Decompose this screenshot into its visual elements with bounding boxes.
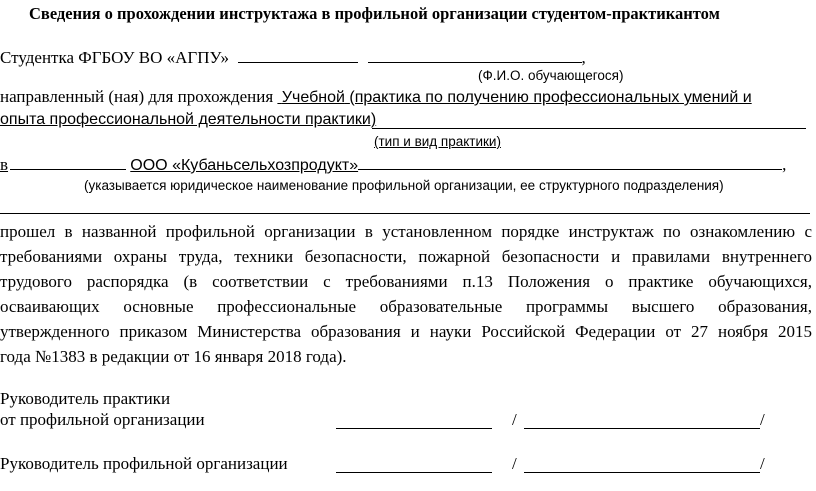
instruction-paragraph <box>0 219 812 369</box>
org-head-signature-line <box>336 472 492 473</box>
practice-type-value: Учебной <box>281 89 345 106</box>
org-caption: (указывается юридическое наименование профильной организации, ее структурного подразделения) <box>84 178 724 193</box>
practice-head-label-1: Руководитель практики <box>0 389 171 408</box>
practice-desc-1: (практика по получению профессиональных умений и <box>349 89 752 106</box>
direction-line <box>0 87 752 108</box>
org-blank <box>10 153 126 170</box>
paragraph-line: трудового распорядка (в соответствии с требованиями п.13 Положения о практике обучающихся, <box>0 272 812 291</box>
org-line <box>0 153 786 176</box>
student-label: Студентка ФГБОУ ВО «АГПУ» <box>0 48 229 67</box>
practice-caption: (тип и вид практики) <box>374 134 501 149</box>
student-blank-1 <box>238 46 358 63</box>
practice-desc-underline <box>372 128 806 129</box>
org-head-name-line <box>524 472 760 473</box>
paragraph-line: утвержденного приказом Министерства образования и науки Российской Федерации от 27 ноября 2015 <box>0 322 812 341</box>
org-head-slash-left: / <box>512 454 517 473</box>
fio-caption: (Ф.И.О. обучающегося) <box>478 68 624 83</box>
student-line <box>0 46 586 68</box>
org-trailing-underline <box>358 153 782 170</box>
practice-desc-2: опыта профессиональной деятельности практики) <box>0 111 377 128</box>
org-extra-line <box>0 213 810 214</box>
practice-head-signature-line <box>336 428 492 429</box>
document-title: Сведения о прохождении инструктажа в профильной организации студентом-практикантом <box>29 4 720 23</box>
student-name-blank <box>368 46 582 63</box>
practice-head-name-line <box>524 428 760 429</box>
org-name: ООО «Кубаньсельхозпродукт» <box>130 157 359 174</box>
student-end-punct: , <box>581 48 586 67</box>
org-end-punct: , <box>782 155 787 174</box>
org-head-label: Руководитель профильной организации <box>0 454 288 473</box>
paragraph-line: осваивающих основные профессиональные образовательные программы высшего образования, <box>0 297 812 316</box>
direction-label: направленный (ная) для прохождения <box>0 87 274 106</box>
paragraph-line: требованиями охраны труда, техники безопасности, пожарной безопасности и правилами внутреннего <box>0 247 812 266</box>
practice-type <box>277 89 349 106</box>
org-head-slash-right: / <box>760 454 765 473</box>
practice-head-slash-left: / <box>512 410 517 429</box>
practice-head-slash-right: / <box>760 410 765 429</box>
paragraph-line: года №1383 в редакции от 16 января 2018 года). <box>0 347 347 366</box>
paragraph-line: прошел в названной профильной организации в установленном порядке инструктаж по ознакомлению с <box>0 222 812 241</box>
org-prefix: в <box>0 155 9 174</box>
practice-head-label-2: от профильной организации <box>0 410 205 429</box>
